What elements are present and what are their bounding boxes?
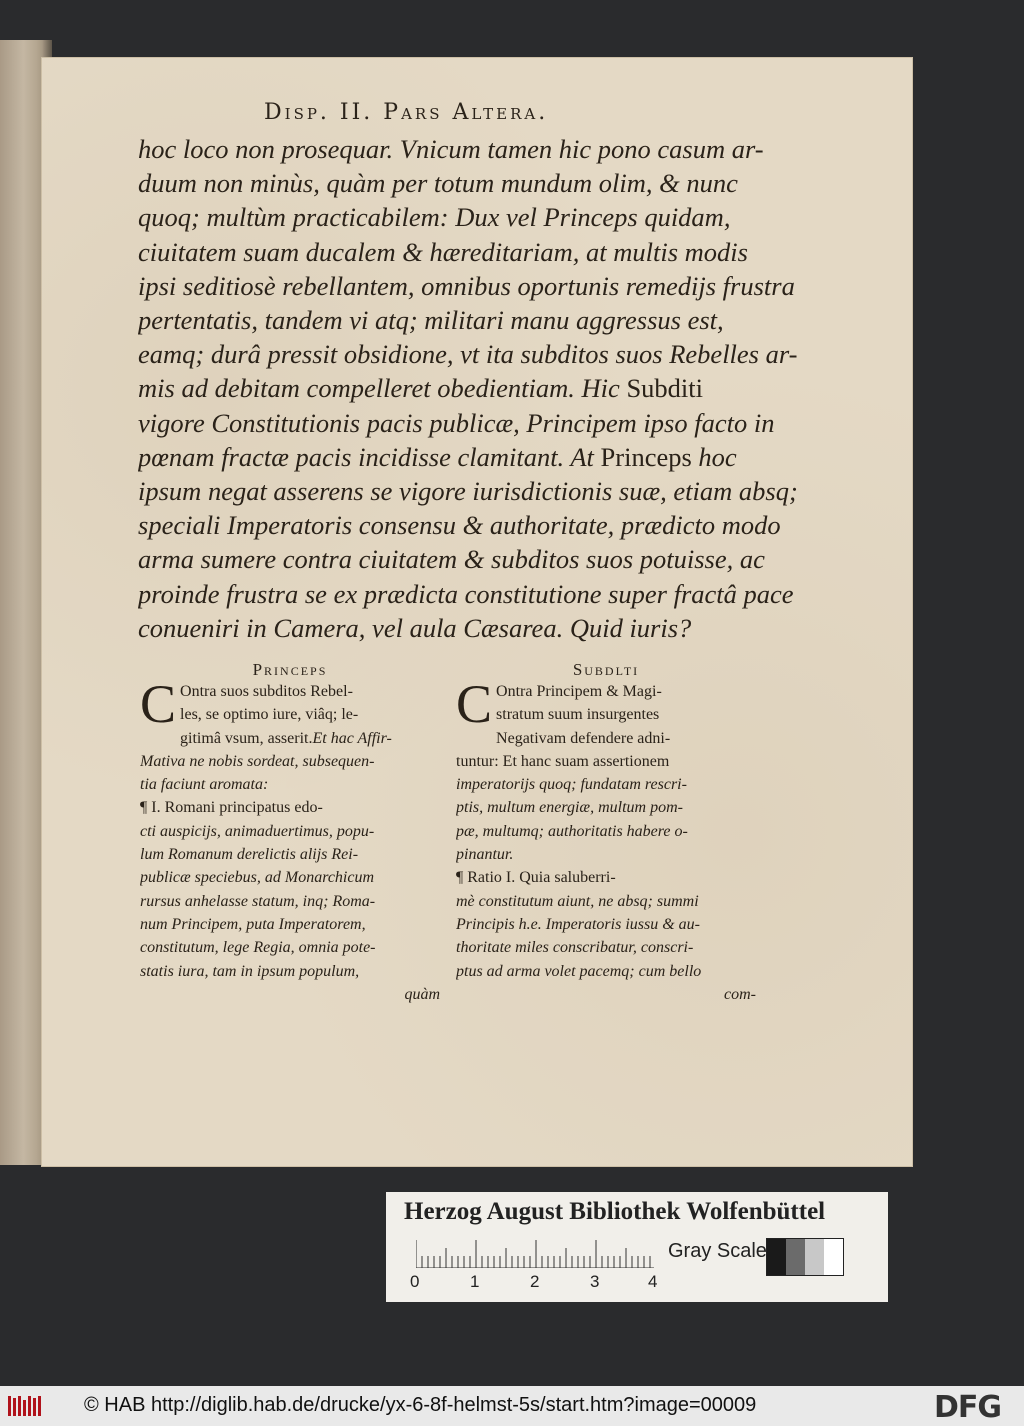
ruler-number: 4: [648, 1272, 658, 1291]
text-line: ipsum negat asserens se vigore iurisdictionis suæ, etiam absq;: [138, 476, 798, 507]
library-name: Herzog August Bibliothek Wolfenbüttel: [404, 1198, 826, 1225]
column-line: ptis, multum energiæ, multum pom-: [456, 799, 683, 817]
text-line: vigore Constitutionis pacis publicæ, Principem ipso facto in: [138, 407, 775, 438]
text-segment: hoc: [691, 441, 737, 472]
left-column: [140, 658, 440, 1006]
book-page: [42, 58, 912, 1166]
column-line: imperatorijs quoq; fundatam rescri-: [456, 776, 687, 794]
text-line: pertentatis, tandem vi atq; militari manu aggressus est,: [138, 305, 724, 336]
dfg-logo: DFG: [934, 1390, 1002, 1425]
column-line: Ontra suos subditos Rebel-: [180, 683, 353, 700]
footer-bar: [0, 1386, 1024, 1426]
text-line: duum non minùs, quàm per totum mundum olim, & nunc: [138, 168, 738, 199]
column-line: num Principem, puta Imperatorem,: [140, 915, 366, 933]
text-line: quoq; multùm practicabilem: Dux vel Princeps quidam,: [138, 202, 731, 233]
gray-swatch: [824, 1239, 843, 1275]
column-heading: Subdlti: [572, 660, 640, 679]
text-line: ipsi seditiosè rebellantem, omnibus oportunis remedijs frustra: [138, 270, 795, 301]
column-line: ¶ I. Romani principatus edo-: [140, 799, 323, 817]
text-line-with-princeps: [138, 440, 818, 474]
text-line: arma sumere contra ciuitatem & subditos suos potuisse, ac: [138, 544, 765, 575]
ruler-icon: [416, 1238, 654, 1268]
gray-scale-swatches: [766, 1238, 844, 1276]
gray-scale-label: Gray Scale: [668, 1240, 767, 1262]
column-line: tia faciunt aromata:: [140, 776, 269, 794]
text-segment: pœnam fractæ pacis incidisse clamitant. At: [138, 441, 594, 472]
column-line: rursus anhelasse statum, inq; Roma-: [140, 892, 376, 910]
hab-logo-icon: [8, 1394, 44, 1418]
text-segment: Et hac Affir-: [312, 729, 392, 747]
princeps-word: Princeps: [600, 441, 692, 472]
ruler-number: 1: [470, 1272, 480, 1291]
right-column: [456, 658, 756, 1006]
column-line: thoritate miles conscribatur, conscri-: [456, 939, 694, 957]
copyright-url-link[interactable]: © HAB http://diglib.hab.de/drucke/yx-6-8f-helmst-5s/start.htm?image=00009: [84, 1394, 757, 1416]
column-line: stratum suum insurgentes: [496, 706, 660, 724]
column-line: Principis h.e. Imperatoris iussu & au-: [456, 915, 700, 933]
column-heading: Princeps: [252, 660, 328, 679]
ruler-number: 2: [530, 1272, 540, 1291]
subditi-word: Subditi: [626, 373, 704, 404]
column-line: lum Romanum derelictis alijs Rei-: [140, 846, 359, 864]
text-line: proinde frustra se ex prædicta constitutione super fractâ pace: [138, 578, 794, 609]
column-line: ¶ Ratio I. Quia saluberri-: [456, 869, 616, 887]
main-paragraph: [138, 132, 818, 645]
column-line: Ontra Principem & Magi-: [496, 683, 662, 700]
column-line: constitutum, lege Regia, omnia pote-: [140, 939, 376, 957]
text-line: ciuitatem suam ducalem & hæreditariam, at multis modis: [138, 236, 748, 267]
text-line-with-subditi: [138, 371, 818, 405]
column-line: mè constitutum aiunt, ne absq; summi: [456, 892, 699, 910]
text-segment: mis ad debitam compelleret obedientiam. Hic: [138, 373, 620, 404]
column-line: Negativam defendere adni-: [496, 729, 671, 747]
gray-swatch: [767, 1239, 786, 1275]
column-line: pinantur.: [456, 846, 514, 864]
text-line: conueniri in Camera, vel aula Cæsarea. Quid iuris?: [138, 612, 692, 643]
column-line: cti auspicijs, animaduertimus, popu-: [140, 822, 375, 840]
column-line: tuntur: Et hanc suam assertionem: [456, 752, 670, 770]
drop-cap: C: [456, 674, 493, 734]
gray-swatch: [786, 1239, 805, 1275]
column-line: [180, 727, 440, 750]
text-line: eamq; durâ pressit obsidione, vt ita subditos suos Rebelles ar-: [138, 339, 798, 370]
running-head: Disp. II. Pars Altera.: [264, 100, 549, 125]
column-line: Mativa ne nobis sordeat, subsequen-: [140, 752, 375, 770]
catchword: com-: [724, 985, 756, 1003]
drop-cap: C: [140, 674, 177, 734]
column-line: pæ, multumq; authoritatis habere o-: [456, 822, 688, 840]
text-line: speciali Imperatoris consensu & authoritate, prædicto modo: [138, 510, 781, 541]
catchword: quàm: [404, 985, 440, 1003]
text-segment: gitimâ vsum, asserit.: [180, 729, 313, 747]
column-line: publicæ speciebus, ad Monarchicum: [140, 869, 375, 887]
column-line: les, se optimo iure, viâq; le-: [180, 706, 359, 724]
ruler-number: 3: [590, 1272, 600, 1291]
column-line: statis iura, tam in ipsum populum,: [140, 962, 360, 980]
gray-swatch: [805, 1239, 824, 1275]
ruler-number: 0: [410, 1272, 420, 1291]
column-line: ptus ad arma volet pacemq; cum bello: [456, 962, 702, 980]
library-color-target: [386, 1192, 888, 1302]
text-line: hoc loco non prosequar. Vnicum tamen hic pono casum ar-: [138, 134, 764, 164]
